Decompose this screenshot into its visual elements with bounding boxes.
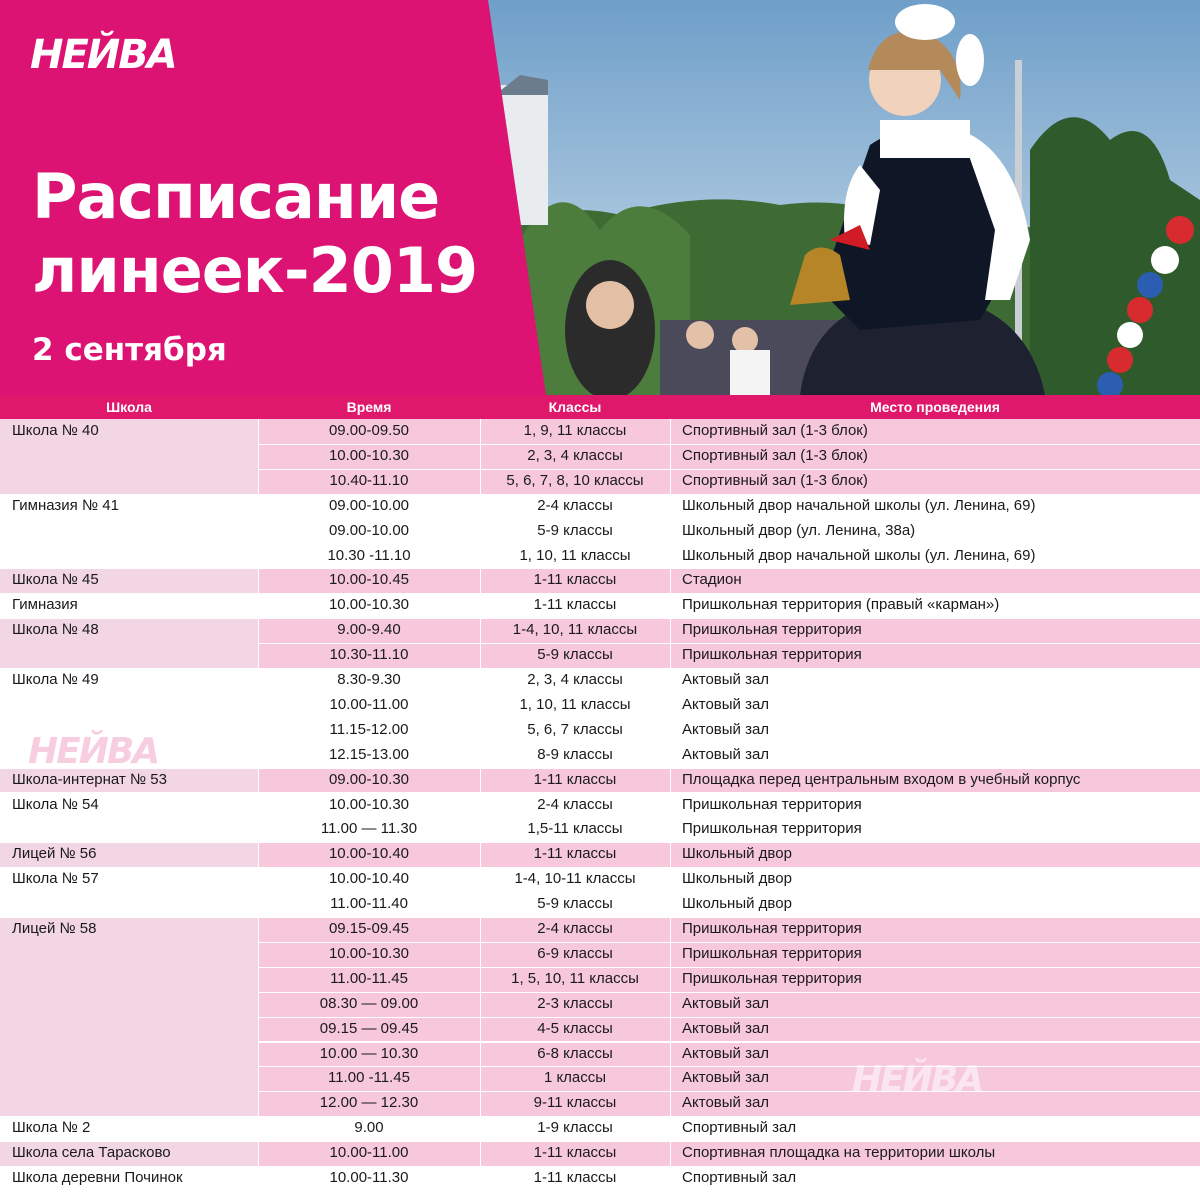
place-cell: Школьный двор — [682, 870, 792, 888]
place-cell: Спортивный зал (1-3 блок) — [682, 422, 868, 439]
column-header-place: Место проведения — [670, 395, 1200, 419]
column-divider — [480, 419, 481, 1191]
group-divider — [0, 1141, 1200, 1142]
row-divider — [258, 544, 1200, 545]
classes-cell: 8-9 классы — [537, 745, 613, 763]
place-cell: Актовый зал — [682, 994, 770, 1012]
classes-cell: 1-9 классы — [537, 1119, 613, 1137]
time-cell: 10.30-11.10 — [329, 646, 409, 664]
place-cell: Актовый зал — [682, 1094, 770, 1112]
time-cell: 10.00-10.30 — [328, 944, 410, 962]
place-cell: Площадка перед центральным входом в учебный корпус — [682, 770, 1081, 788]
classes-cell: 9-11 классы — [533, 1094, 617, 1112]
place-cell: Актовый зал — [682, 1069, 770, 1087]
school-cell: Школа деревни Починок — [0, 1166, 258, 1191]
group-divider — [0, 842, 1200, 843]
place-cell: Пришкольная территория — [682, 795, 862, 813]
time-cell: 10.00-10.30 — [328, 795, 410, 813]
place-cell: Пришкольная территория (правый «карман») — [682, 596, 1000, 614]
group-divider — [0, 494, 1200, 495]
group-divider — [0, 768, 1200, 769]
time-cell: 10.30 -11.10 — [327, 546, 411, 564]
row-divider — [258, 892, 1200, 893]
place-cell: Пришкольная территория — [682, 944, 862, 962]
place-cell: Спортивная площадка на территории школы — [682, 1144, 996, 1162]
place-cell: Спортивный зал — [682, 1119, 797, 1137]
place-cell: Актовый зал — [682, 695, 770, 713]
row-divider — [258, 1066, 1200, 1067]
time-cell: 09.15 — 09.45 — [319, 1019, 419, 1037]
classes-cell: 2-3 классы — [537, 994, 613, 1012]
group-divider — [0, 793, 1200, 794]
watermark-text: НЕЙВА — [852, 1059, 983, 1098]
time-cell: 09.15-09.45 — [328, 920, 410, 937]
place-cell: Пришкольная территория — [682, 820, 862, 838]
row-divider — [258, 942, 1200, 943]
row-divider — [258, 1042, 1200, 1043]
group-divider — [0, 867, 1200, 868]
classes-cell: 1, 10, 11 классы — [519, 695, 631, 713]
classes-cell: 1,5-11 классы — [527, 820, 623, 838]
time-cell: 9.00 — [354, 1119, 384, 1137]
group-divider — [0, 1166, 1200, 1167]
time-cell: 10.00-10.30 — [328, 596, 410, 614]
column-header-classes: Классы — [480, 395, 670, 419]
school-cell: Гимназия — [0, 593, 258, 618]
place-cell: Школьный двор — [682, 845, 792, 863]
column-header-time: Время — [258, 395, 480, 419]
time-cell: 9.00-9.40 — [337, 621, 401, 639]
row-divider — [258, 967, 1200, 968]
classes-cell: 1-4, 10, 11 классы — [512, 621, 638, 639]
header-banner — [0, 0, 1200, 395]
school-cell: Лицей № 58 — [0, 917, 258, 1116]
classes-cell: 1-11 классы — [533, 596, 617, 614]
group-divider — [0, 568, 1200, 569]
time-cell: 12.00 — 12.30 — [319, 1094, 419, 1112]
row-divider — [258, 1017, 1200, 1018]
place-cell: Школьный двор (ул. Ленина, 38а) — [682, 521, 916, 539]
classes-cell: 5, 6, 7, 8, 10 классы — [506, 471, 644, 489]
column-divider — [258, 419, 259, 1191]
classes-cell: 2-4 классы — [537, 795, 613, 813]
group-divider — [0, 593, 1200, 594]
event-date: 2 сентября — [32, 332, 227, 368]
row-divider — [258, 718, 1200, 719]
title-line-2: линеек-2019 — [32, 234, 478, 307]
classes-cell: 1, 10, 11 классы — [519, 546, 631, 564]
title-line-1: Расписание — [32, 160, 440, 233]
group-divider — [0, 917, 1200, 918]
time-cell: 8.30-9.30 — [337, 671, 401, 688]
school-cell: Лицей № 56 — [0, 842, 258, 867]
classes-cell: 5-9 классы — [537, 521, 613, 539]
school-cell: Школа № 54 — [0, 793, 258, 843]
time-cell: 12.15-13.00 — [328, 745, 410, 763]
place-cell: Школьный двор — [682, 895, 792, 913]
school-cell: Школа № 2 — [0, 1116, 258, 1141]
time-cell: 10.00-10.40 — [328, 845, 410, 863]
time-cell: 09.00-10.00 — [328, 496, 410, 514]
time-cell: 09.00-10.00 — [328, 521, 410, 539]
time-cell: 10.00-11.00 — [329, 695, 409, 713]
place-cell: Актовый зал — [682, 1044, 770, 1062]
row-divider — [258, 643, 1200, 644]
group-divider — [0, 668, 1200, 669]
row-divider — [258, 519, 1200, 520]
school-cell: Школа № 49 — [0, 668, 258, 768]
group-divider — [0, 1116, 1200, 1117]
classes-cell: 1, 5, 10, 11 классы — [511, 969, 639, 987]
row-divider — [258, 743, 1200, 744]
classes-cell: 2, 3, 4 классы — [527, 671, 623, 688]
place-cell: Спортивный зал — [682, 1169, 797, 1186]
classes-cell: 6-8 классы — [537, 1044, 613, 1062]
neiva-watermark — [28, 730, 178, 770]
classes-cell: 2-4 классы — [537, 496, 613, 514]
place-cell: Пришкольная территория — [682, 646, 862, 664]
row-divider — [258, 444, 1200, 445]
school-cell: Школа № 57 — [0, 867, 258, 917]
classes-cell: 1, 9, 11 классы — [523, 422, 627, 439]
time-cell: 10.40-11.10 — [329, 471, 409, 489]
row-divider — [258, 693, 1200, 694]
time-cell: 11.00-11.40 — [330, 895, 408, 913]
place-cell: Пришкольная территория — [682, 920, 862, 937]
time-cell: 10.00-11.30 — [329, 1169, 409, 1186]
place-cell: Спортивный зал (1-3 блок) — [682, 446, 868, 464]
place-cell: Актовый зал — [682, 1019, 770, 1037]
classes-cell: 1-4, 10-11 классы — [514, 870, 636, 888]
place-cell: Пришкольная территория — [682, 969, 862, 987]
classes-cell: 1-11 классы — [533, 770, 617, 788]
place-cell: Актовый зал — [682, 745, 770, 763]
school-cell: Школа-интернат № 53 — [0, 768, 258, 793]
place-cell: Актовый зал — [682, 720, 770, 738]
group-divider — [0, 618, 1200, 619]
place-cell: Спортивный зал (1-3 блок) — [682, 471, 868, 489]
classes-cell: 1-11 классы — [533, 845, 617, 863]
row-divider — [258, 1091, 1200, 1092]
time-cell: 10.00-11.00 — [329, 1144, 409, 1162]
school-cell: Гимназия № 41 — [0, 494, 258, 569]
classes-cell: 2, 3, 4 классы — [527, 446, 623, 464]
neiva-watermark — [852, 1058, 1002, 1098]
time-cell: 09.00-10.30 — [328, 770, 410, 788]
school-cell: Школа № 40 — [0, 419, 258, 494]
neiva-logo — [30, 30, 180, 76]
place-cell: Стадион — [682, 571, 742, 589]
classes-cell: 5, 6, 7 классы — [527, 720, 623, 738]
time-cell: 11.15-12.00 — [329, 720, 409, 738]
column-divider — [670, 419, 671, 1191]
classes-cell: 2-4 классы — [537, 920, 613, 937]
classes-cell: 5-9 классы — [537, 895, 613, 913]
time-cell: 11.00 — 11.30 — [320, 820, 418, 838]
classes-cell: 1-11 классы — [533, 1144, 617, 1162]
time-cell: 10.00-10.40 — [328, 870, 410, 888]
classes-cell: 1-11 классы — [533, 1169, 617, 1186]
time-cell: 10.00 — 10.30 — [319, 1044, 419, 1062]
watermark-text: НЕЙВА — [28, 731, 159, 770]
classes-cell: 1-11 классы — [533, 571, 617, 589]
classes-cell: 4-5 классы — [537, 1019, 613, 1037]
time-cell: 11.00 -11.45 — [327, 1069, 410, 1087]
place-cell: Пришкольная территория — [682, 621, 862, 639]
row-divider — [258, 992, 1200, 993]
place-cell: Актовый зал — [682, 671, 770, 688]
time-cell: 09.00-09.50 — [328, 422, 410, 439]
row-divider — [258, 817, 1200, 818]
page-title — [32, 160, 477, 308]
logo-wordmark: НЕЙВА — [30, 32, 176, 76]
school-cell: Школа села Тарасково — [0, 1141, 258, 1166]
classes-cell: 6-9 классы — [537, 944, 613, 962]
classes-cell: 5-9 классы — [537, 646, 613, 664]
place-cell: Школьный двор начальной школы (ул. Ленина, 69) — [682, 496, 1036, 514]
row-divider — [258, 469, 1200, 470]
column-header-school: Школа — [0, 395, 258, 419]
school-cell: Школа № 48 — [0, 618, 258, 668]
time-cell: 10.00-10.30 — [328, 446, 410, 464]
school-cell: Школа № 45 — [0, 568, 258, 593]
time-cell: 10.00-10.45 — [328, 571, 410, 589]
classes-cell: 1 классы — [543, 1069, 607, 1087]
time-cell: 08.30 — 09.00 — [319, 994, 419, 1012]
time-cell: 11.00-11.45 — [330, 969, 408, 987]
place-cell: Школьный двор начальной школы (ул. Ленина, 69) — [682, 546, 1036, 564]
